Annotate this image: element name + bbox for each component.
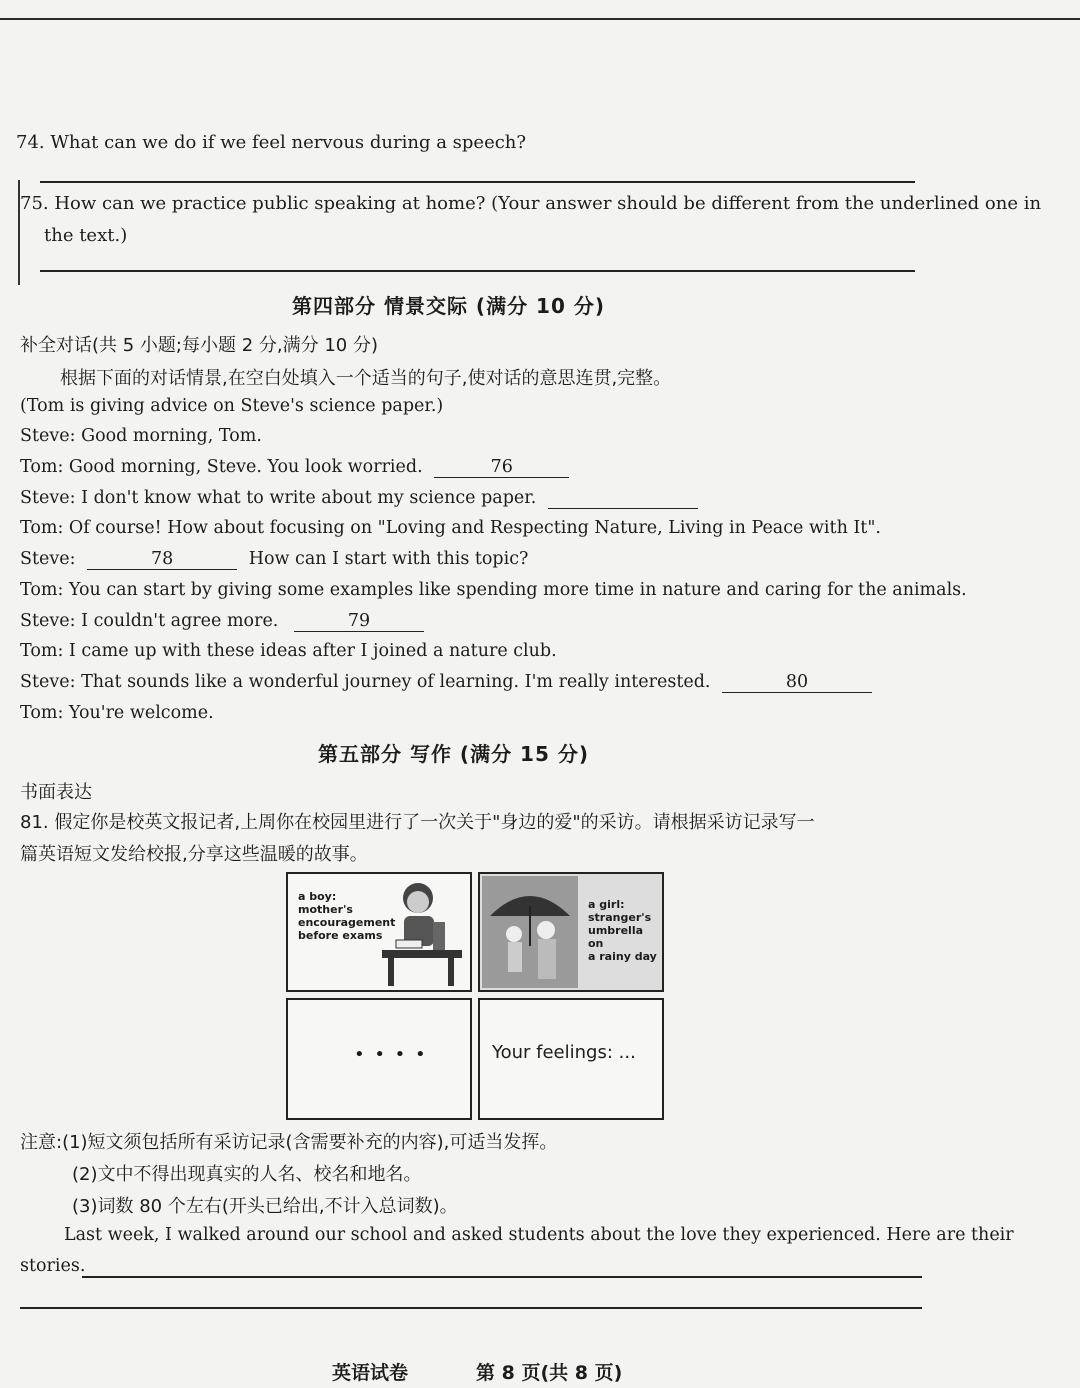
panel-boy-mother <box>286 872 472 992</box>
rainy-umbrella-illustration <box>482 876 578 988</box>
speaker: Steve: <box>20 672 76 692</box>
panel4-text: Your feelings: ... <box>492 1042 636 1063</box>
dialogue-context: (Tom is giving advice on Steve's science paper.) <box>20 396 444 416</box>
line-text: That sounds like a wonderful journey of learning. I'm really interested. <box>81 672 711 692</box>
writing-prompt-line2: 篇英语短文发给校报,分享这些温暖的故事。 <box>20 844 368 865</box>
line-text: You're welcome. <box>68 703 214 723</box>
question-75: 75. How can we practice public speaking at home? (Your answer should be different from the underlined one in <box>20 193 1042 214</box>
caption-line: before exams <box>298 929 383 942</box>
essay-opening-cont: stories. <box>20 1256 86 1276</box>
part4-instruction: 根据下面的对话情景,在空白处填入一个适当的句子,使对话的意思连贯,完整。 <box>60 368 672 389</box>
answer-line-74[interactable] <box>40 181 915 183</box>
part4-subtitle: 补全对话(共 5 小题;每小题 2 分,满分 10 分) <box>20 335 378 356</box>
essay-opening: Last week, I walked around our school and asked students about the love they experienced. Here are their <box>64 1225 1014 1245</box>
speaker: Tom: <box>20 703 64 723</box>
line-text: Good morning, Tom. <box>81 426 262 446</box>
speaker: Tom: <box>20 518 64 538</box>
blank-79[interactable]: 79 <box>294 611 424 632</box>
line-text: I couldn't agree more. <box>81 611 279 631</box>
blank-78[interactable]: 78 <box>87 549 237 570</box>
note-1: 注意:(1)短文须包括所有采访记录(含需要补充的内容),可适当发挥。 <box>20 1132 558 1153</box>
speaker: Steve: <box>20 426 76 446</box>
part4-title: 第四部分 情景交际 (满分 10 分) <box>292 294 605 318</box>
dialogue-line-9 <box>20 672 872 693</box>
panel3-dots: • • • • <box>354 1044 428 1065</box>
essay-line-1[interactable] <box>82 1276 922 1278</box>
line-text: You can start by giving some examples like spending more time in nature and caring for the animals. <box>68 580 967 600</box>
blank-76[interactable]: 76 <box>434 457 569 478</box>
caption-line: a boy: <box>298 890 337 903</box>
dialogue-line-8 <box>20 641 557 661</box>
essay-line-2[interactable] <box>20 1307 922 1309</box>
footer-subject: 英语试卷 <box>332 1362 409 1384</box>
part5-subtitle: 书面表达 <box>20 782 92 803</box>
speaker: Steve: <box>20 488 76 508</box>
panel-blank-story <box>286 998 472 1120</box>
dialogue-line-3 <box>20 488 698 509</box>
speaker: Tom: <box>20 457 64 477</box>
panel-girl-umbrella <box>478 872 664 992</box>
blank-77[interactable] <box>548 488 698 509</box>
speaker: Tom: <box>20 641 64 661</box>
caption-line: stranger's <box>588 911 652 924</box>
speaker: Tom: <box>20 580 64 600</box>
dialogue-line-5 <box>20 549 528 570</box>
answer-line-75[interactable] <box>40 270 915 272</box>
line-text: Good morning, Steve. You look worried. <box>68 457 423 477</box>
blank-80[interactable]: 80 <box>722 672 872 693</box>
writing-prompt-line1: 81. 假定你是校英文报记者,上周你在校园里进行了一次关于"身边的爱"的采访。请根据采访记录写一 <box>20 812 815 833</box>
line-text: I came up with these ideas after I joined a nature club. <box>68 641 557 661</box>
dialogue-line-10 <box>20 703 214 723</box>
note-3: (3)词数 80 个左右(开头已给出,不计入总词数)。 <box>72 1196 458 1217</box>
speaker: Steve: <box>20 611 76 631</box>
dialogue-line-6 <box>20 580 967 600</box>
line-text: How can I start with this topic? <box>248 549 529 569</box>
dialogue-line-2 <box>20 457 569 478</box>
line-text: I don't know what to write about my science paper. <box>81 488 537 508</box>
caption-line: mother's <box>298 903 353 916</box>
dialogue-line-1 <box>20 426 262 446</box>
panel-your-feelings <box>478 998 664 1120</box>
panel2-caption <box>588 898 662 963</box>
top-border <box>0 18 1080 20</box>
caption-line: umbrella on <box>588 924 644 950</box>
dialogue-line-4 <box>20 518 881 538</box>
caption-line: a girl: <box>588 898 625 911</box>
question-74: 74. What can we do if we feel nervous during a speech? <box>16 132 527 153</box>
footer-page-number: 第 8 页(共 8 页) <box>476 1362 623 1384</box>
speaker: Steve: <box>20 549 76 569</box>
caption-line: encouragement <box>298 916 396 929</box>
part5-title: 第五部分 写作 (满分 15 分) <box>318 742 589 766</box>
note-2: (2)文中不得出现真实的人名、校名和地名。 <box>72 1164 422 1185</box>
boy-studying-illustration <box>378 876 468 988</box>
question-75-cont: the text.) <box>44 225 128 246</box>
dialogue-line-7 <box>20 611 424 632</box>
line-text: Of course! How about focusing on "Loving and Respecting Nature, Living in Peace with It". <box>68 518 881 538</box>
caption-line: a rainy day <box>588 950 657 963</box>
